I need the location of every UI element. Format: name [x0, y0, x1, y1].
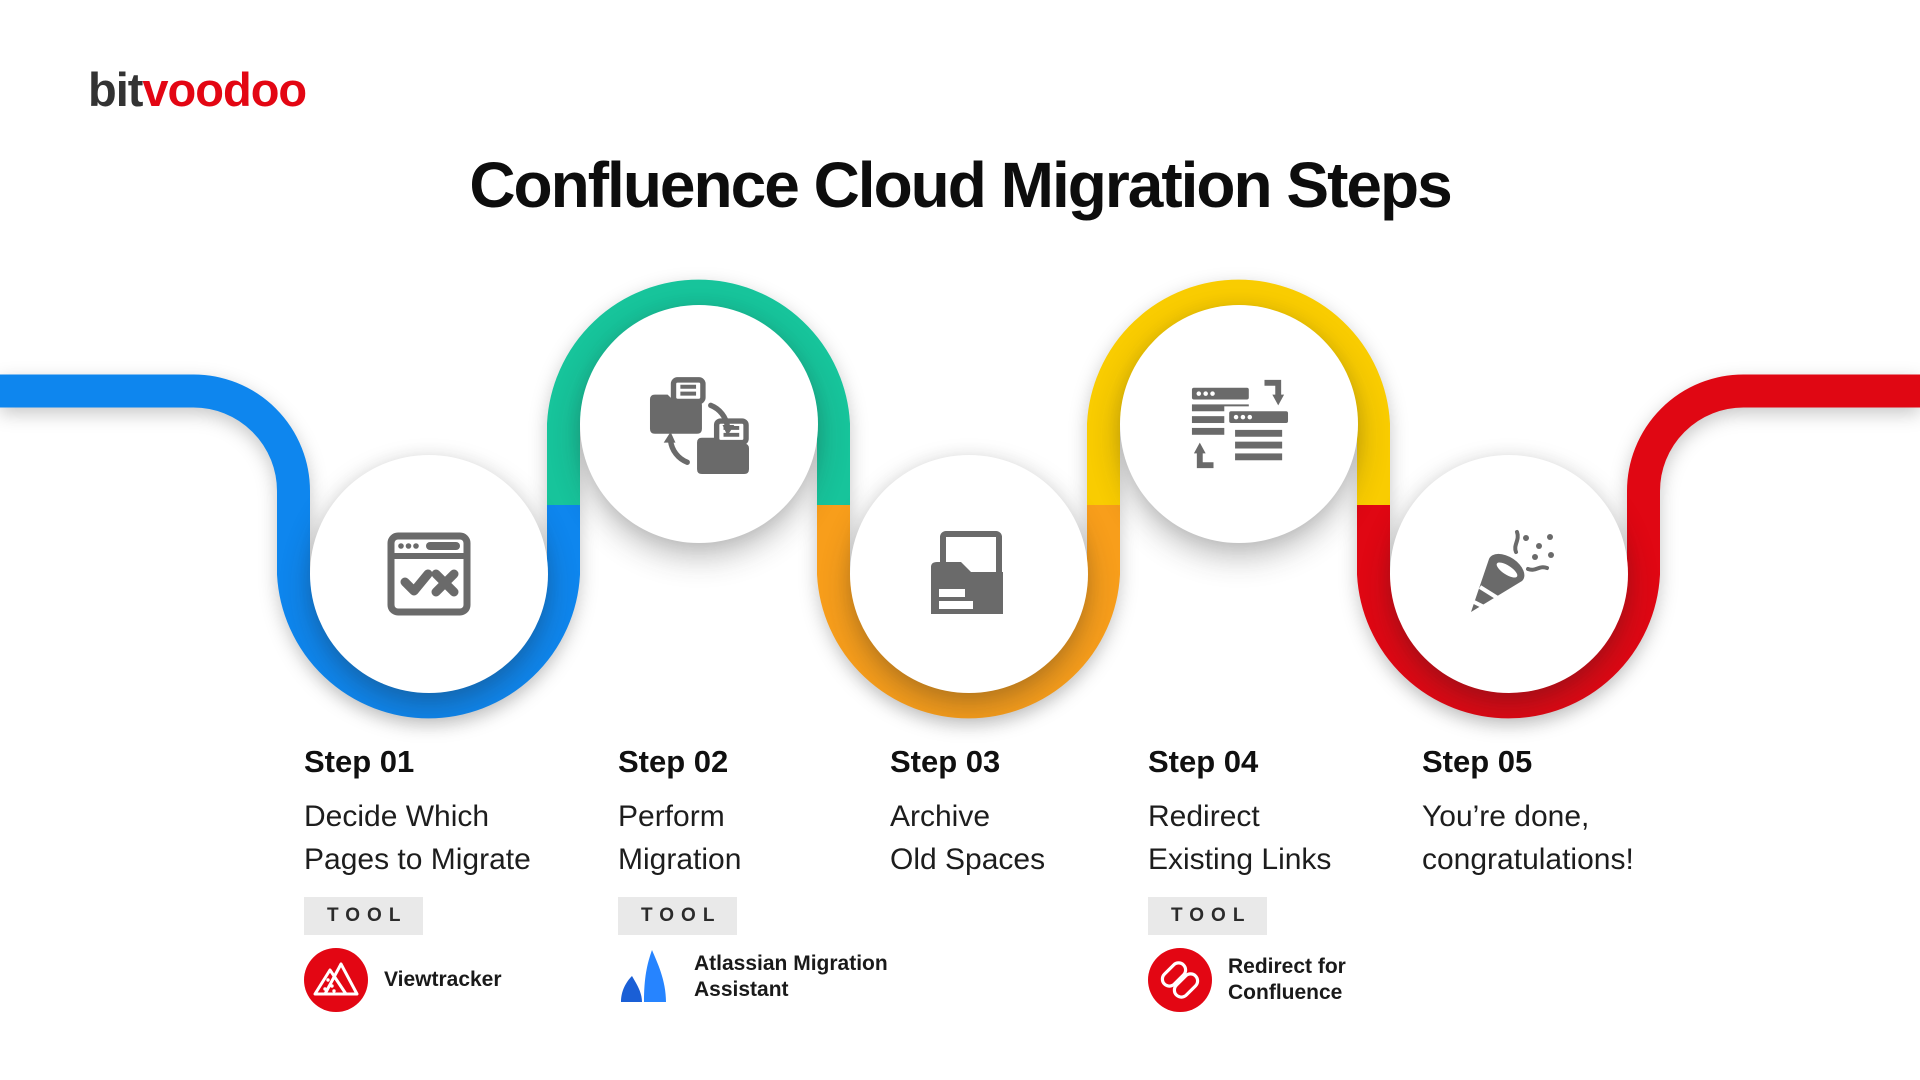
tool-name-line: Redirect for: [1228, 955, 1346, 978]
step-description-line: Archive: [890, 800, 991, 833]
logo-text-bit: bit: [88, 63, 143, 116]
party-popper-icon: [1459, 524, 1559, 624]
step-circle-5: [1390, 455, 1628, 693]
tool-name: [694, 951, 888, 1003]
tool-name-line: Confluence: [1228, 981, 1343, 1004]
step-description-line: Decide Which: [304, 800, 490, 833]
tool-name-line: Viewtracker: [384, 968, 502, 991]
tool-badge: TOOL: [1148, 897, 1267, 935]
step-04-block: [1148, 744, 1438, 1012]
step-label: Step 02: [618, 744, 729, 779]
redirect-for-confluence-logo-icon: [1148, 948, 1212, 1012]
step-circle-3: [850, 455, 1088, 693]
step-description: [890, 795, 1180, 881]
step-description-line: congratulations!: [1422, 843, 1634, 876]
step-label: Step 01: [304, 744, 415, 779]
browser-check-icon: [381, 526, 477, 622]
step-description-line: Old Spaces: [890, 843, 1046, 876]
folder-transfer-icon: [644, 374, 754, 474]
step-05-block: [1422, 744, 1712, 881]
tool-badge: TOOL: [618, 897, 737, 935]
step-description: [618, 795, 908, 881]
step-label: Step 03: [890, 744, 1001, 779]
step-description: [1422, 795, 1712, 881]
tool-row: [1148, 948, 1438, 1012]
tool-name: [1228, 954, 1346, 1006]
step-description-line: You’re done,: [1422, 800, 1590, 833]
atlassian-logo-icon: [618, 948, 678, 1006]
tool-row: [304, 948, 594, 1012]
page-title: Confluence Cloud Migration Steps: [469, 149, 1451, 221]
tool-name-line: Atlassian Migration: [694, 952, 888, 975]
bitvoodoo-logo: [88, 62, 306, 117]
viewtracker-logo-icon: [304, 948, 368, 1012]
step-circle-4: [1120, 305, 1358, 543]
tool-row: [618, 948, 908, 1006]
step-description-line: Existing Links: [1148, 843, 1332, 876]
tool-name: [384, 967, 502, 993]
step-01-block: [304, 744, 594, 1012]
tool-name-line: Assistant: [694, 978, 789, 1001]
step-description: [1148, 795, 1438, 881]
step-circle-2: [580, 305, 818, 543]
step-description-line: Perform: [618, 800, 725, 833]
tool-badge: TOOL: [304, 897, 423, 935]
archive-folder-icon: [921, 526, 1017, 622]
windows-redirect-icon: [1184, 374, 1294, 474]
step-description-line: Redirect: [1148, 800, 1260, 833]
step-03-block: [890, 744, 1180, 881]
step-label: Step 04: [1148, 744, 1259, 779]
step-description-line: Pages to Migrate: [304, 843, 531, 876]
step-circle-1: [310, 455, 548, 693]
step-label: Step 05: [1422, 744, 1533, 779]
step-02-block: [618, 744, 908, 1006]
logo-text-voodoo: voodoo: [142, 63, 307, 116]
step-description: [304, 795, 594, 881]
step-description-line: Migration: [618, 843, 742, 876]
